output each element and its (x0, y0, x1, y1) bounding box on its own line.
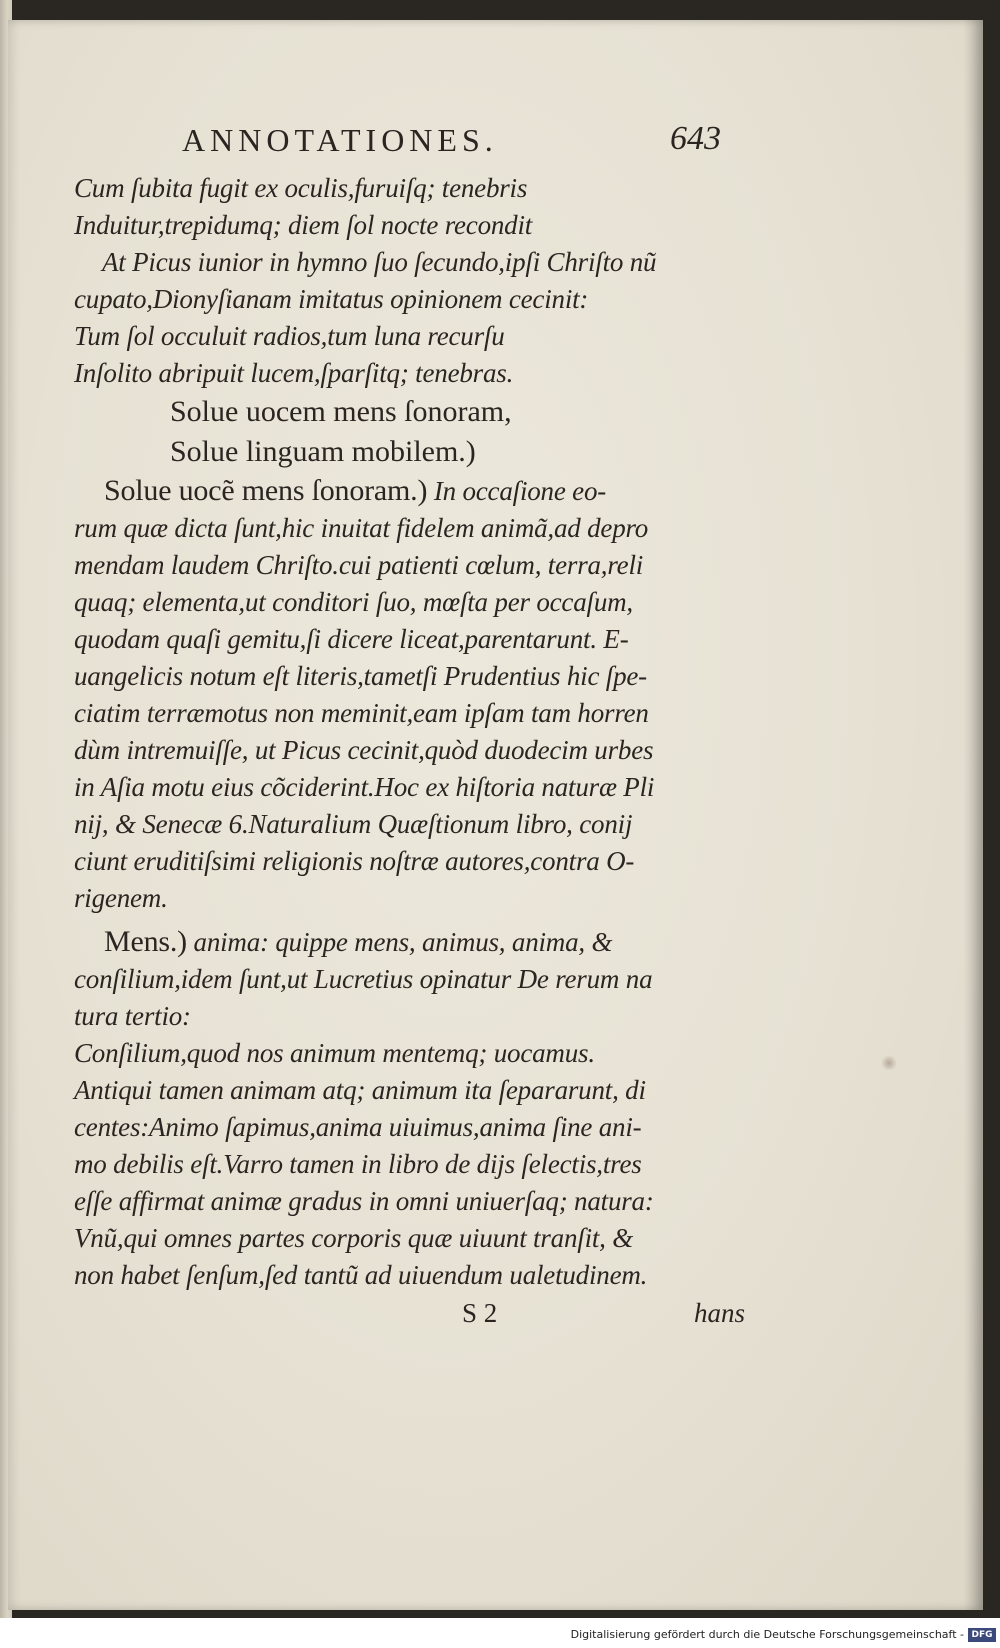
text-line: Antiqui tamen animam atq; animum ita ſepararunt, di (74, 1075, 646, 1105)
book-page (8, 20, 983, 1610)
text-line: Induitur,trepidumq; diem ſol nocte recondit (74, 210, 533, 240)
text-line: uangelicis notum eſt literis,tametſi Prudentius hic ſpe- (74, 661, 647, 691)
lemma: Solue uocẽ mens ſonoram.) (104, 474, 428, 507)
text-line: in Aſia motu eius cõciderint.Hoc ex hiſtoria naturæ Pli (74, 772, 655, 802)
text-block (74, 122, 749, 1338)
commentary-text: anima: quippe mens, animus, anima, & (193, 927, 613, 957)
text-line: non habet ſenſum,ſed tantũ ad uiuendum ualetudinem. (74, 1260, 648, 1290)
text-line: Inſolito abripuit lucem,ſparſitq; tenebras. (74, 358, 514, 388)
text-line: Vnũ,qui omnes partes corporis quæ uiuunt tranſit, & (74, 1223, 634, 1253)
text-line: quodam quaſi gemitu,ſi dicere liceat,parentarunt. E- (74, 624, 629, 654)
hymn-verse: Solue uocem mens ſonoram, (170, 395, 512, 428)
text-line: rum quæ dicta ſunt,hic inuitat fidelem animã,ad depro (74, 513, 649, 543)
text-line: eſſe affirmat animæ gradus in omni uniuerſaq; natura: (74, 1186, 654, 1216)
hymn-verse: Solue linguam mobilem.) (170, 435, 476, 468)
signature-mark: S 2 (462, 1298, 498, 1328)
text-line: tura tertio: (74, 1001, 191, 1031)
text-line: cupato,Dionyſianam imitatus opinionem cecinit: (74, 284, 589, 314)
text-line: At Picus iunior in hymno ſuo ſecundo,ipſi Chriſto nũ (102, 247, 657, 277)
text-line (74, 923, 749, 961)
text-line: Tum ſol occuluit radios,tum luna recurſu (74, 321, 505, 351)
digitization-footer (0, 1618, 1000, 1648)
commentary-text: In occaſione eo- (433, 476, 607, 506)
page-footer (74, 1298, 749, 1338)
text-line: mendam laudem Chriſto.cui patienti cœlum, terra,reli (74, 550, 644, 580)
text-line: Cum ſubita fugit ex oculis,furuiſq; tenebris (74, 173, 528, 203)
text-line: mo debilis eſt.Varro tamen in libro de dijs ſelectis,tres (74, 1149, 642, 1179)
text-line (74, 472, 749, 510)
paper-stain (880, 1056, 898, 1070)
dfg-logo: DFG (968, 1628, 996, 1642)
page-header (74, 122, 749, 170)
text-line: nij, & Senecæ 6.Naturalium Quæſtionum libro, conij (74, 809, 633, 839)
page-number: 643 (670, 120, 721, 157)
dfg-credit-text: Digitalisierung gefördert durch die Deutsche Forschungsgemeinschaft - (570, 1628, 964, 1641)
running-head: ANNOTATIONES. (182, 122, 498, 158)
text-line: ciatim terræmotus non meminit,eam ipſam tam horren (74, 698, 649, 728)
text-line: rigenem. (74, 883, 168, 913)
text-line: dùm intremuiſſe, ut Picus cecinit,quòd duodecim urbes (74, 735, 654, 765)
lemma: Mens.) (104, 925, 187, 958)
spine-shadow (963, 20, 983, 1610)
catchword: hans (694, 1298, 746, 1328)
text-line: quaq; elementa,ut conditori ſuo, mœſta per occaſum, (74, 587, 633, 617)
text-line: conſilium,idem ſunt,ut Lucretius opinatur De rerum na (74, 964, 653, 994)
text-line: centes:Animo ſapimus,anima uiuimus,anima ſine ani- (74, 1112, 642, 1142)
quotation-line: Conſilium,quod nos animum mentemq; uocamus. (74, 1038, 595, 1068)
text-line: ciunt eruditiſsimi religionis noſtræ autores,contra O- (74, 846, 635, 876)
